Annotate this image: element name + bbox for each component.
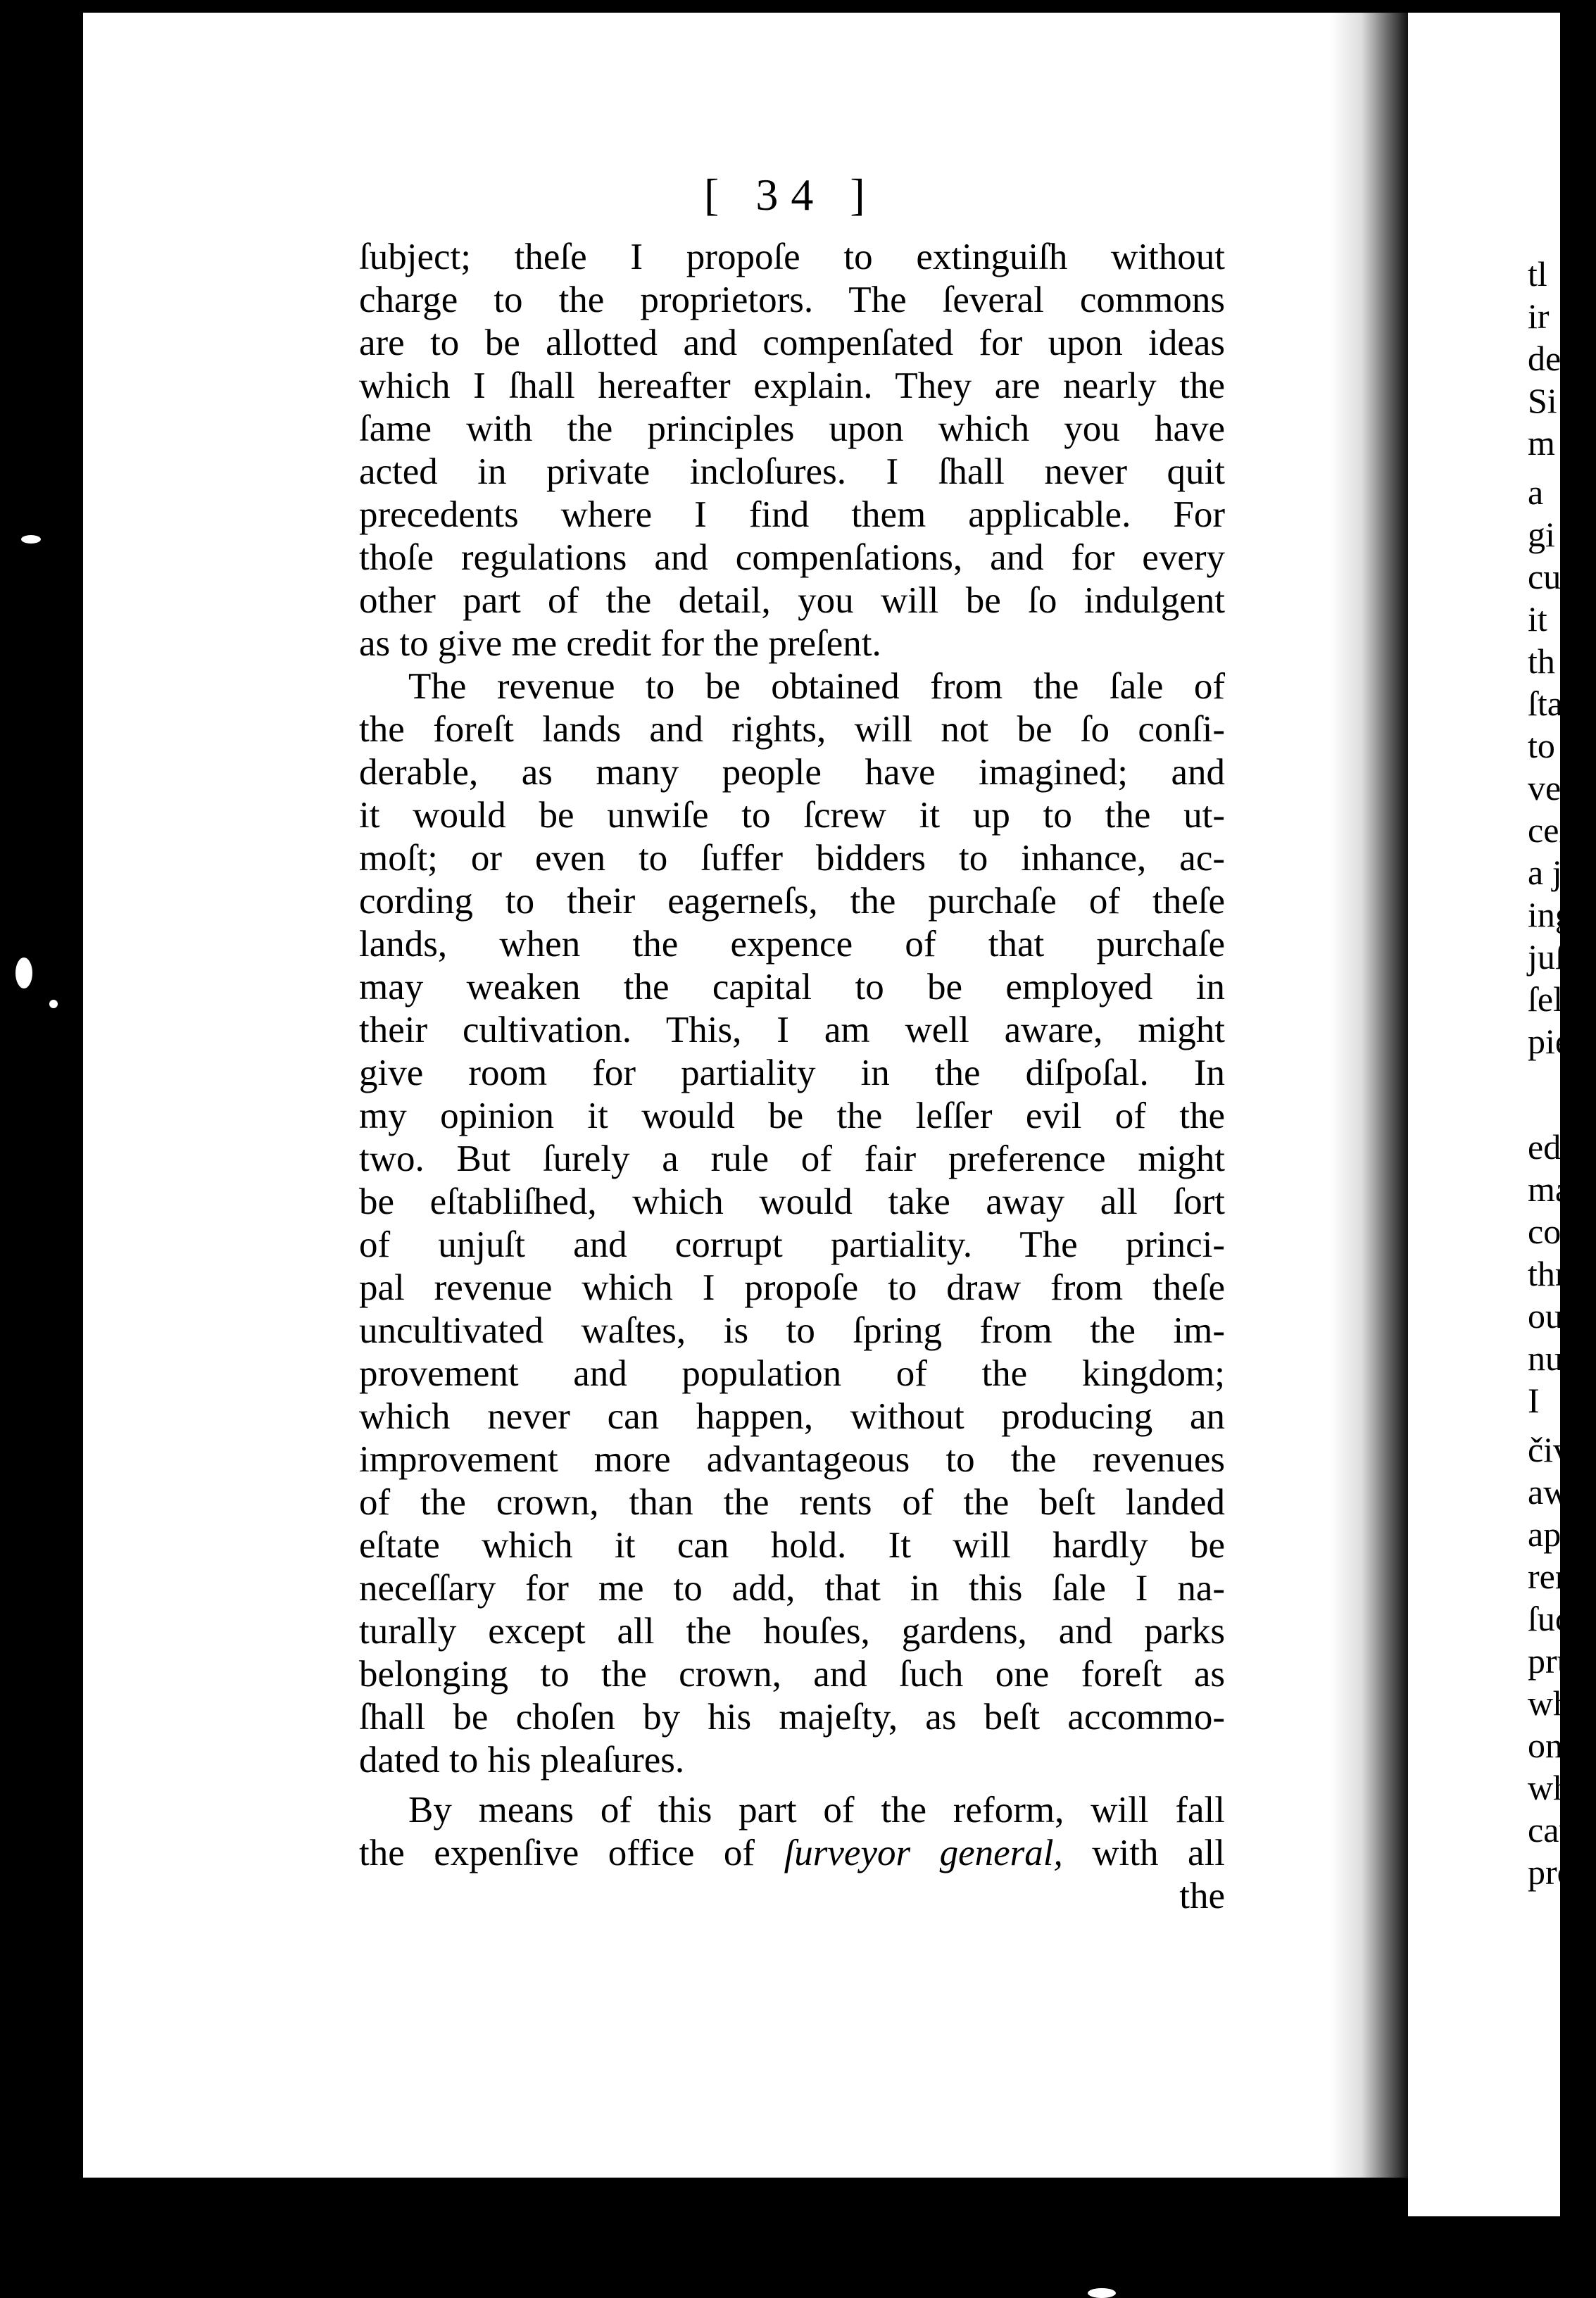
facing-page-fragment: m	[1528, 423, 1555, 463]
facing-page-fragment: ve	[1528, 768, 1562, 808]
facing-page-fragment: it	[1528, 599, 1547, 639]
facing-page-fragment: juſ	[1528, 937, 1565, 977]
facing-page-fragment: our	[1528, 1296, 1575, 1336]
text-line: be eſtabliſhed, which would take away all ſort	[359, 1181, 1225, 1222]
text-line: give room for partiality in the diſpoſal. In	[359, 1053, 1225, 1093]
text-line: other part of the detail, you will be ſo indulgent	[359, 580, 1225, 621]
dust-speck	[1088, 2288, 1116, 2298]
text-run: the expenſive office of	[359, 1833, 784, 1873]
text-line: eſtate which it can hold. It will hardly be	[359, 1525, 1225, 1566]
facing-page-fragment: whic	[1528, 1768, 1596, 1807]
facing-page-fragment: ma	[1528, 1169, 1571, 1209]
text-line: ſubject; theſe I propoſe to extinguiſh without	[359, 237, 1225, 277]
dust-speck	[15, 958, 32, 988]
facing-page-fragment: ſta	[1528, 684, 1563, 723]
dust-speck	[49, 1000, 58, 1008]
facing-page-fragment: th	[1528, 641, 1555, 681]
text-line: it would be unwiſe to ſcrew it up to the ut-	[359, 795, 1225, 836]
facing-page-fragment: cei	[1528, 810, 1569, 850]
text-line: charge to the proprietors. The ſeveral commons	[359, 280, 1225, 320]
text-run: with all	[1062, 1833, 1225, 1873]
dust-speck	[21, 535, 41, 544]
text-line: may weaken the capital to be employed in	[359, 967, 1225, 1007]
facing-page-fragment: to	[1528, 726, 1555, 765]
facing-page-fragment: pie	[1528, 1022, 1571, 1061]
facing-page-fragment: app	[1528, 1514, 1579, 1554]
text-line: ſhall be choſen by his majeſty, as beſt accommo-	[359, 1697, 1225, 1738]
text-line: of the crown, than the rents of the beſt landed	[359, 1482, 1225, 1523]
text-line: their cultivation. This, I am well aware, might	[359, 1010, 1225, 1050]
page-number: [ 34 ]	[704, 170, 878, 220]
text-line: ſame with the principles upon which you have	[359, 408, 1225, 449]
facing-page-fragment: only	[1528, 1726, 1590, 1765]
facing-page-fragment: ing	[1528, 895, 1573, 934]
text-line: turally except all the houſes, gardens, and parks	[359, 1611, 1225, 1652]
text-line: precedents where I find them applicable. For	[359, 494, 1225, 535]
facing-page-fragment: thr	[1528, 1254, 1567, 1293]
text-line: belonging to the crown, and ſuch one foreſt as	[359, 1654, 1225, 1695]
text-line: moſt; or even to ſuffer bidders to inhance, ac-	[359, 838, 1225, 879]
text-line: By means of this part of the reform, will fall	[408, 1790, 1225, 1831]
text-line: lands, when the expence of that purchaſe	[359, 924, 1225, 965]
text-line: thoſe regulations and compenſations, and for every	[359, 537, 1225, 578]
text-line: uncultivated waſtes, is to ſpring from the im-	[359, 1310, 1225, 1351]
text-line: The revenue to be obtained from the ſale of	[408, 666, 1225, 707]
text-line: derable, as many people have imagined; and	[359, 752, 1225, 793]
facing-page-fragment: ſucl	[1528, 1599, 1581, 1638]
text-line: provement and population of the kingdom;	[359, 1353, 1225, 1394]
text-line: which never can happen, without producing an	[359, 1396, 1225, 1437]
text-line: two. But ſurely a rule of fair preference might	[359, 1138, 1225, 1179]
text-line: are to be allotted and compenſated for upon ideas	[359, 322, 1225, 363]
facing-page-fragment: ſel	[1528, 979, 1563, 1019]
body-text	[359, 236, 1225, 1918]
text-line: improvement more advantageous to the revenues	[359, 1439, 1225, 1480]
text-line: of unjuſt and corrupt partiality. The princi-	[359, 1224, 1225, 1265]
facing-page-fragment: proc	[1528, 1852, 1590, 1892]
facing-page-fragment: čivi	[1528, 1430, 1581, 1469]
facing-page-fragment: pru	[1528, 1641, 1575, 1681]
facing-page-fragment: a j	[1528, 853, 1562, 892]
text-line: which I ſhall hereafter explain. They are nearly the	[359, 365, 1225, 406]
text-line: acted in private incloſures. I ſhall never quit	[359, 451, 1225, 492]
facing-page-fragment: tl	[1528, 254, 1547, 294]
book-gutter	[1331, 13, 1408, 2178]
text-line: the foreſt lands and rights, will not be ſo conſi-	[359, 709, 1225, 750]
facing-page-fragment: cauſ	[1528, 1810, 1587, 1850]
facing-page-fragment: ed	[1528, 1127, 1562, 1167]
facing-page-fragment: rent	[1528, 1557, 1583, 1596]
facing-page-fragment: cor	[1528, 1212, 1573, 1251]
text-line: my opinion it would be the leſſer evil of the	[359, 1095, 1225, 1136]
facing-page-fragment: cu	[1528, 557, 1562, 596]
facing-page-fragment: a	[1528, 472, 1544, 512]
facing-page-fragment: ir	[1528, 296, 1550, 336]
facing-page-fragment: de	[1528, 339, 1562, 378]
text-line: neceſſary for me to add, that in this ſale I na-	[359, 1568, 1225, 1609]
text-line: cording to their eagerneſs, the purchaſe of theſe	[359, 881, 1225, 922]
text-line: as to give me credit for the preſent.	[359, 623, 881, 664]
text-line: dated to his pleaſures.	[359, 1740, 685, 1781]
text-line: pal revenue which I propoſe to draw from theſe	[359, 1267, 1225, 1308]
facing-page-fragment: gi	[1528, 515, 1555, 554]
text-line	[359, 1832, 1225, 1875]
catchword: the	[1179, 1876, 1225, 1916]
facing-page-fragment: Si	[1528, 381, 1557, 420]
paragraph-gap	[359, 1782, 1225, 1789]
facing-page-fragment: I	[1528, 1381, 1540, 1420]
italic-title: ſurveyor general,	[784, 1833, 1063, 1873]
facing-page-fragment: awe	[1528, 1472, 1585, 1512]
facing-page-fragment: nue	[1528, 1338, 1579, 1378]
facing-page-fragment: whi	[1528, 1683, 1581, 1723]
